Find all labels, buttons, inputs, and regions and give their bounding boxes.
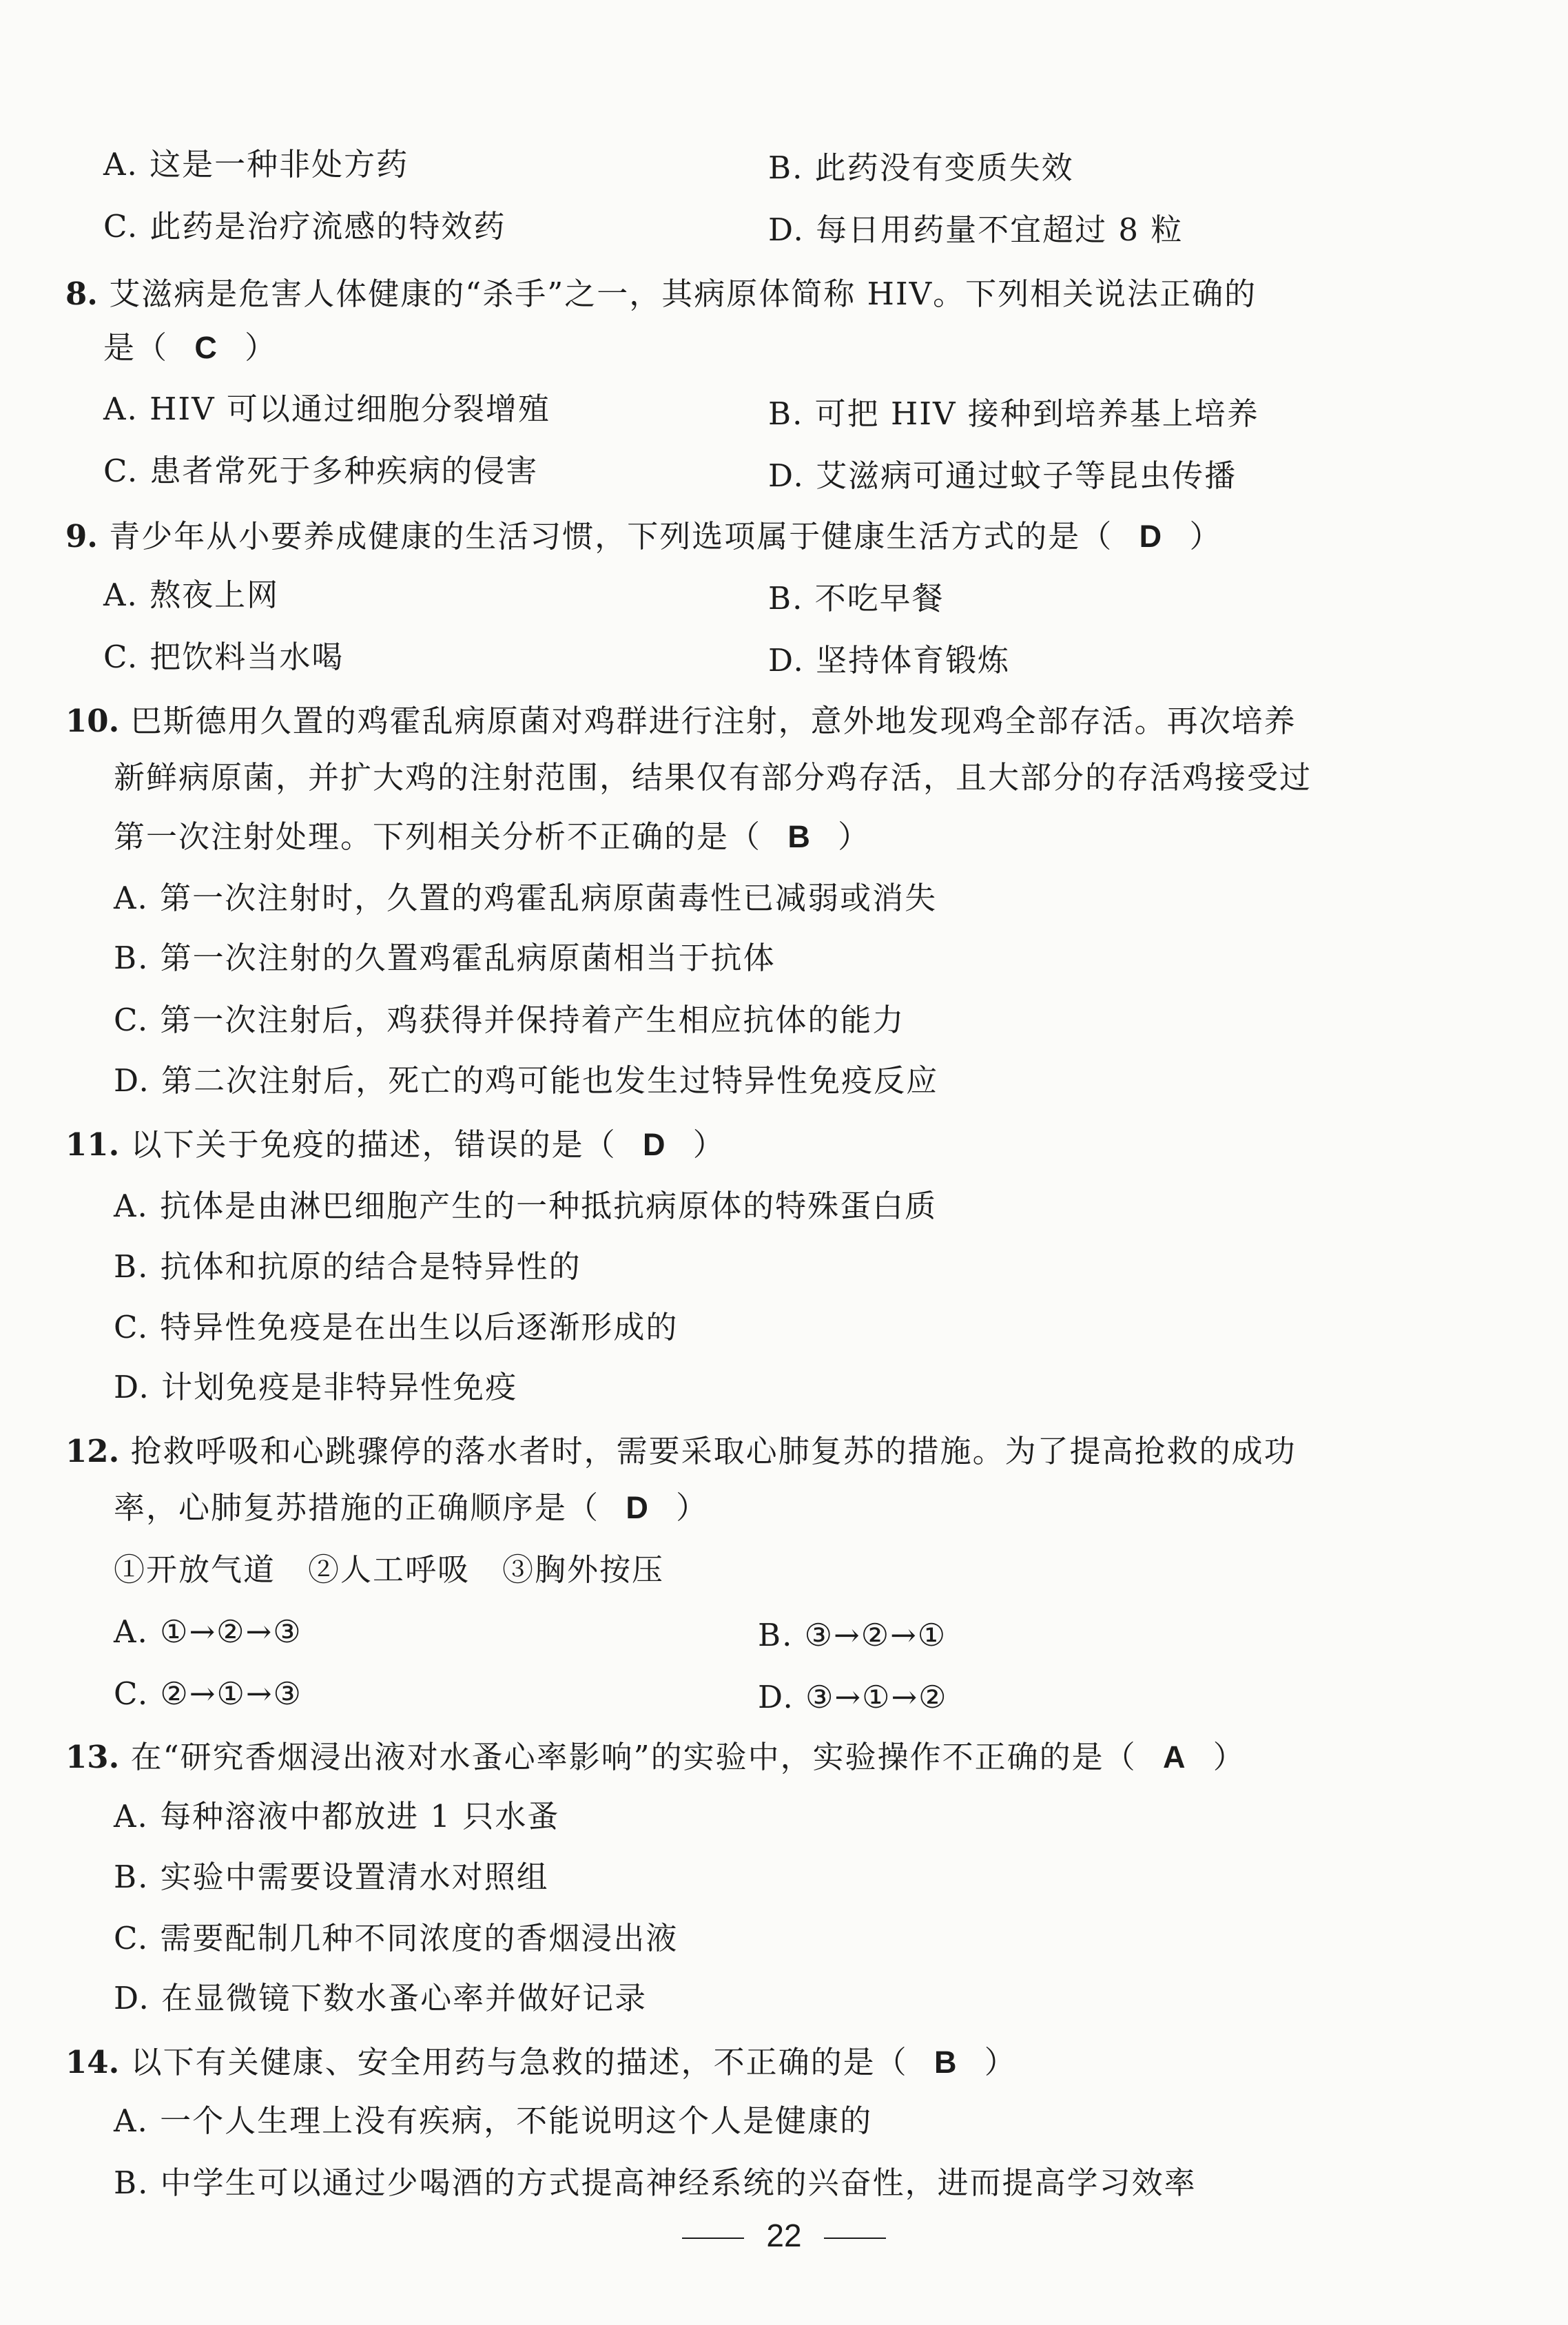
q10-stem-suffix: ）	[838, 818, 871, 855]
q11-number: 11.	[65, 1126, 120, 1163]
q9-option-a: A. 熬夜上网	[103, 577, 280, 613]
q12-stem-line-1	[65, 1432, 1297, 1471]
q14-answer: B	[933, 2045, 958, 2080]
q11-stem-suffix: ）	[692, 1126, 725, 1163]
page-number: 22	[766, 2218, 802, 2253]
q14-stem	[65, 2043, 1017, 2083]
q11-option-a: A. 抗体是由淋巴细胞产生的一种抵抗病原体的特殊蛋白质	[114, 1188, 938, 1224]
q9-number: 9.	[65, 518, 98, 555]
q12-option-d: D. ③→①→②	[758, 1679, 948, 1715]
q14-stem-suffix: ）	[984, 2044, 1017, 2080]
q11-option-b: B. 抗体和抗原的结合是特异性的	[114, 1248, 581, 1285]
q12-number: 12.	[65, 1433, 120, 1469]
q12-stem-line-2	[114, 1488, 708, 1528]
q10-option-d: D. 第二次注射后，死亡的鸡可能也发生过特异性免疫反应	[114, 1062, 939, 1099]
q8-number: 8.	[65, 276, 98, 312]
q10-stem-line-1	[65, 701, 1297, 741]
q10-stem-line-3	[114, 817, 870, 857]
q9-stem-text: 青少年从小要养成健康的生活习惯，下列选项属于健康生活方式的是（	[109, 518, 1113, 555]
q13-option-a: A. 每种溶液中都放进 1 只水蚤	[114, 1798, 560, 1835]
q12-steps: ①开放气道 ②人工呼吸 ③胸外按压	[114, 1551, 665, 1588]
q13-option-d: D. 在显微镜下数水蚤心率并做好记录	[114, 1980, 648, 2016]
q10-stem-line-2: 新鲜病原菌，并扩大鸡的注射范围，结果仅有部分鸡存活，且大部分的存活鸡接受过	[114, 759, 1312, 796]
q14-stem-text: 以下有关健康、安全用药与急救的描述，不正确的是（	[130, 2044, 908, 2080]
q7-option-a: A. 这是一种非处方药	[103, 146, 409, 183]
q8-stem-line-1	[65, 274, 1257, 314]
q12-option-a: A. ①→②→③	[114, 1613, 302, 1650]
q8-option-d: D. 艾滋病可通过蚊子等昆虫传播	[768, 457, 1237, 494]
q11-stem-text: 以下关于免疫的描述，错误的是（	[130, 1126, 617, 1163]
q12-answer: D	[626, 1490, 650, 1525]
q13-option-c: C. 需要配制几种不同浓度的香烟浸出液	[114, 1920, 679, 1956]
q9-option-b: B. 不吃早餐	[768, 580, 945, 617]
q8-answer: C	[194, 330, 218, 365]
q7-option-c: C. 此药是治疗流感的特效药	[103, 208, 506, 245]
q8-stem-prefix: 是（	[103, 329, 169, 366]
q13-answer: A	[1162, 1739, 1187, 1775]
q11-option-d: D. 计划免疫是非特异性免疫	[114, 1369, 518, 1405]
q13-option-b: B. 实验中需要设置清水对照组	[114, 1859, 549, 1895]
q12-stem-prefix: 率，心肺复苏措施的正确顺序是（	[114, 1489, 600, 1526]
q7-option-b: B. 此药没有变质失效	[768, 149, 1074, 186]
q12-stem-text-1: 抢救呼吸和心跳骤停的落水者时，需要采取心肺复苏的措施。为了提高抢救的成功	[130, 1433, 1297, 1469]
q13-stem-suffix: ）	[1213, 1739, 1246, 1775]
q14-option-a: A. 一个人生理上没有疾病，不能说明这个人是健康的	[114, 2102, 873, 2139]
q12-option-c: C. ②→①→③	[114, 1675, 302, 1712]
q10-number: 10.	[65, 703, 120, 739]
q11-stem	[65, 1125, 725, 1165]
q10-option-b: B. 第一次注射的久置鸡霍乱病原菌相当于抗体	[114, 940, 776, 976]
q14-option-b: B. 中学生可以通过少喝酒的方式提高神经系统的兴奋性，进而提高学习效率	[114, 2164, 1197, 2201]
q13-stem-text: 在“研究香烟浸出液对水蚤心率影响”的实验中，实验操作不正确的是（	[130, 1739, 1137, 1775]
q13-stem	[65, 1737, 1246, 1777]
q11-option-c: C. 特异性免疫是在出生以后逐渐形成的	[114, 1309, 679, 1345]
q9-option-d: D. 坚持体育锻炼	[768, 642, 1011, 679]
page-footer	[0, 2215, 1568, 2256]
footer-dash-left	[682, 2238, 744, 2239]
q9-stem-suffix: ）	[1189, 518, 1222, 555]
footer-dash-right	[824, 2238, 886, 2239]
q10-stem-text-1: 巴斯德用久置的鸡霍乱病原菌对鸡群进行注射，意外地发现鸡全部存活。再次培养	[130, 703, 1297, 739]
q8-option-c: C. 患者常死于多种疾病的侵害	[103, 453, 539, 489]
q8-stem-suffix: ）	[245, 329, 278, 366]
q8-stem-line-2	[103, 328, 277, 368]
q12-option-b: B. ③→②→①	[758, 1617, 947, 1653]
q9-option-c: C. 把饮料当水喝	[103, 639, 344, 675]
q10-option-a: A. 第一次注射时，久置的鸡霍乱病原菌毒性已减弱或消失	[114, 880, 938, 916]
q12-stem-suffix: ）	[676, 1489, 709, 1526]
q11-answer: D	[642, 1127, 667, 1162]
q8-option-a: A. HIV 可以通过细胞分裂增殖	[103, 391, 550, 427]
q8-option-b: B. 可把 HIV 接种到培养基上培养	[768, 395, 1259, 432]
q10-option-c: C. 第一次注射后，鸡获得并保持着产生相应抗体的能力	[114, 1002, 905, 1038]
q14-number: 14.	[65, 2044, 120, 2080]
q10-answer: B	[787, 819, 812, 854]
q7-option-d: D. 每日用药量不宜超过 8 粒	[768, 211, 1184, 248]
q9-answer: D	[1139, 519, 1164, 554]
q8-stem-text: 艾滋病是危害人体健康的“杀手”之一，其病原体简称 HIV。下列相关说法正确的	[109, 276, 1257, 312]
q10-stem-prefix: 第一次注射处理。下列相关分析不正确的是（	[114, 818, 762, 855]
q13-number: 13.	[65, 1739, 120, 1775]
q9-stem	[65, 517, 1221, 557]
